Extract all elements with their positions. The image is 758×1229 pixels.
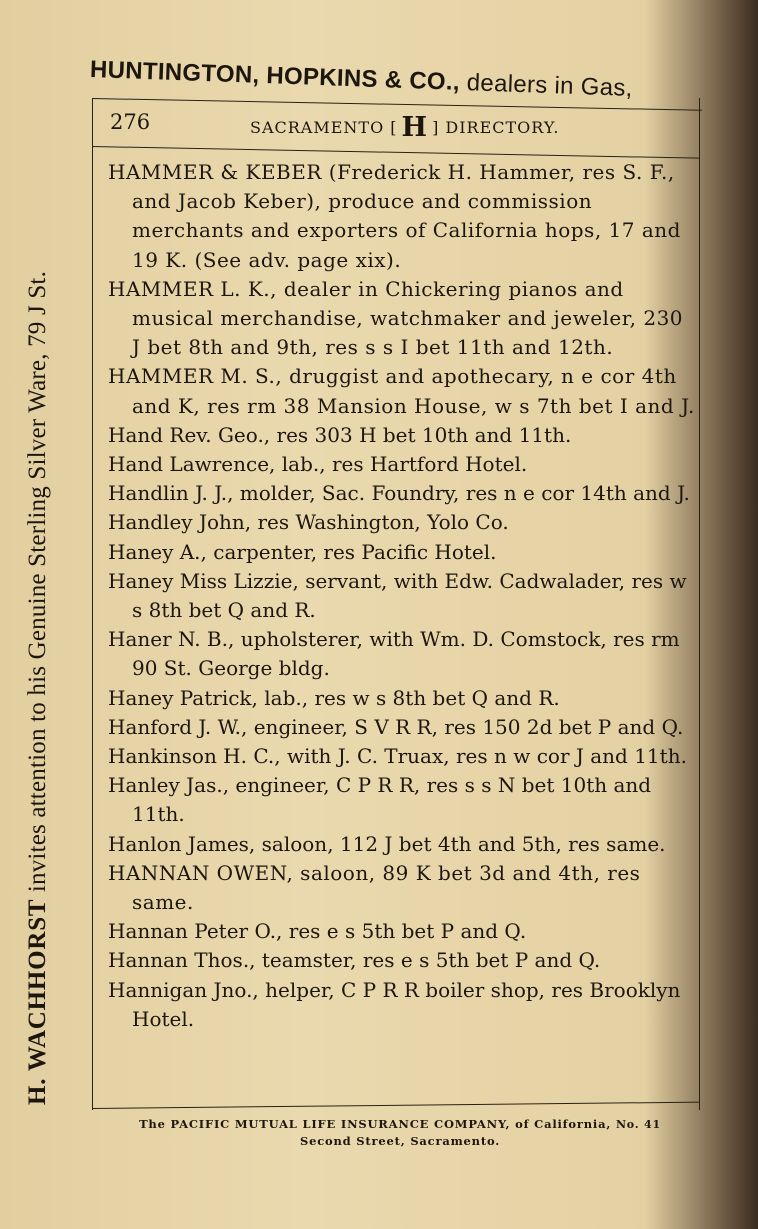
footer-advertisement	[90, 1116, 710, 1150]
side-banner-name: H. WACHHORST	[24, 898, 51, 1105]
footer-number: No. 41	[615, 1118, 661, 1131]
directory-entry: Hankinson H. C., with J. C. Truax, res n w cor J and 11th.	[108, 744, 687, 769]
page-number: 276	[110, 110, 151, 134]
directory-entry: Hanford J. W., engineer, S V R R, res 150 2d bet P and Q.	[108, 714, 684, 739]
directory-entry: Handley John, res Washington, Yolo Co.	[108, 510, 509, 535]
side-advertisement-banner	[24, 105, 52, 1105]
directory-entry: Handlin J. J., molder, Sac. Foundry, res n e cor 14th and J.	[108, 481, 690, 506]
section-letter: H	[401, 112, 429, 143]
directory-entries	[108, 158, 698, 1034]
running-title-left: SACRAMENTO [	[250, 118, 398, 137]
directory-entry: Haney Miss Lizzie, servant, with Edw. Cadwalader, res w s 8th bet Q and R.	[108, 568, 687, 623]
directory-entry: Hand Lawrence, lab., res Hartford Hotel.	[108, 452, 528, 477]
directory-entry: Hannan Thos., teamster, res e s 5th bet P and Q.	[108, 948, 601, 973]
directory-entry: Hannan Peter O., res e s 5th bet P and Q.	[108, 919, 527, 944]
banner-company-name: HUNTINGTON, HOPKINS & CO.,	[89, 56, 461, 96]
directory-entry: Hanlon James, saloon, 112 J bet 4th and 5th, res same.	[108, 831, 666, 856]
directory-entry: HANNAN OWEN, saloon, 89 K bet 3d and 4th, res same.	[108, 860, 641, 915]
running-title-right: ] DIRECTORY.	[432, 118, 560, 137]
directory-entry: Haney Patrick, lab., res w s 8th bet Q and R.	[108, 685, 560, 710]
directory-entry: Hanley Jas., engineer, C P R R, res s s N bet 10th and 11th.	[108, 773, 652, 827]
directory-entry: Haner N. B., upholsterer, with Wm. D. Comstock, res rm 90 St. George bldg.	[108, 627, 680, 681]
footer-line-2: Second Street, Sacramento.	[299, 1134, 501, 1148]
directory-entry: HAMMER L. K., dealer in Chickering pianos and musical merchandise, watchmaker and jeweler, 230 J bet 8th and 9th, res s s I bet 11th and 12th.	[108, 276, 684, 360]
footer-line-1: The PACIFIC MUTUAL LIFE INSURANCE COMPANY, of California, No. 41	[139, 1117, 661, 1131]
running-head	[110, 108, 690, 142]
directory-entry: Hand Rev. Geo., res 303 H bet 10th and 11th.	[108, 422, 572, 447]
banner-description: dealers in Gas,	[459, 68, 634, 102]
side-banner-text: invites attention to his Genuine Sterling Silver Ware, 79 J St.	[24, 270, 51, 899]
directory-entry: HAMMER & KEBER (Frederick H. Hammer, res S. F., and Jacob Keber), produce and commission merchants and exporters of California hops, 17 and 19 K. (See adv. page xix).	[108, 160, 681, 272]
directory-entry: Hannigan Jno., helper, C P R R boiler shop, res Brooklyn Hotel.	[108, 977, 681, 1031]
directory-entry: HAMMER M. S., druggist and apothecary, n e cor 4th and K, res rm 38 Mansion House, w s 7th bet I and J.	[108, 364, 695, 418]
directory-entry: Haney A., carpenter, res Pacific Hotel.	[108, 539, 497, 564]
running-title	[250, 112, 559, 143]
